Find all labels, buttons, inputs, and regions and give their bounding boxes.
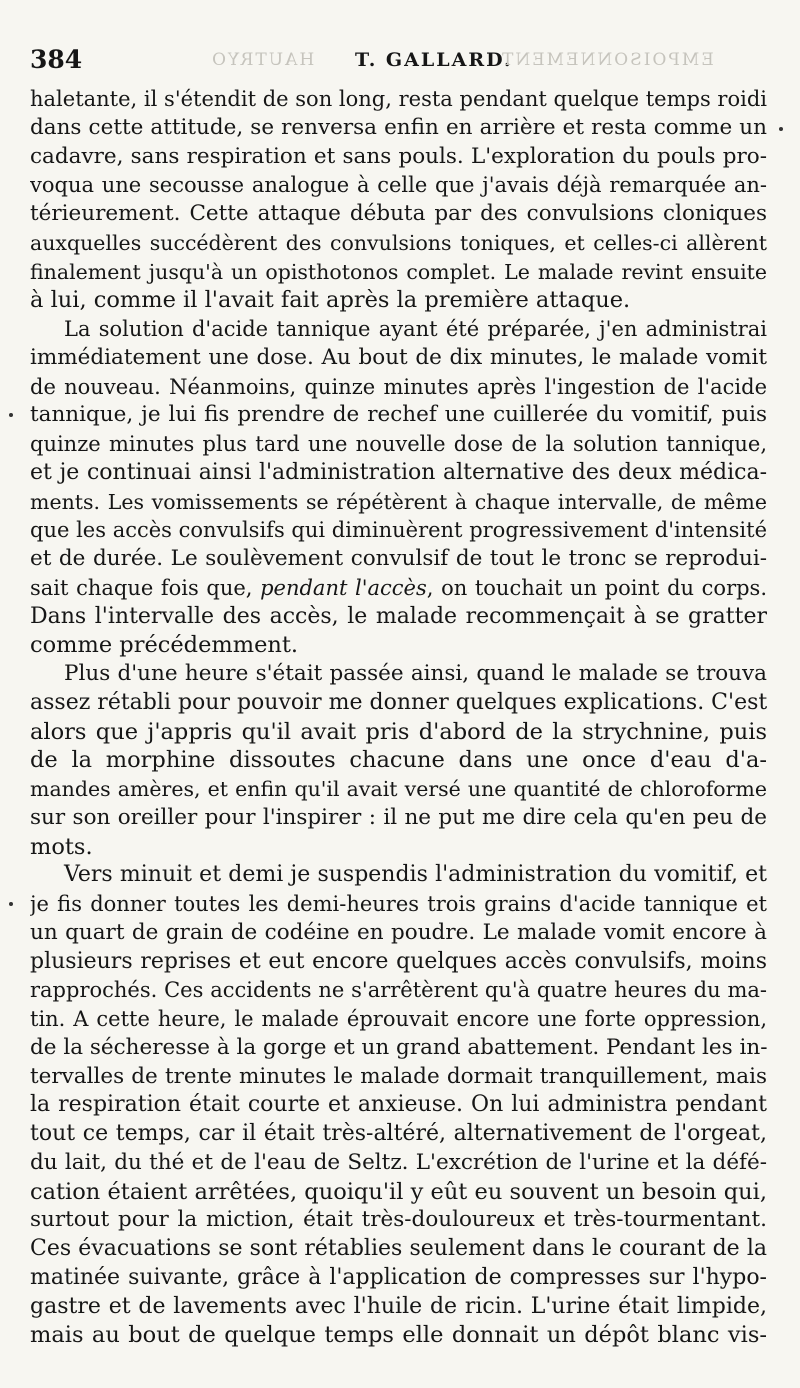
text-line: de la sécheresse à la gorge et un grand abattement. Pendant les in- [30, 1034, 767, 1060]
text-line: quinze minutes plus tard une nouvelle dose de la solution tannique, [30, 432, 767, 456]
italic-phrase: pendant l'accès [260, 575, 427, 600]
text-line: tout ce temps, car il était très-altéré, alternativement de l'orgeat, [30, 1121, 767, 1146]
text-line: et je continuai ainsi l'administration alternative des deux médica- [30, 459, 767, 485]
text-line: que les accès convulsifs qui diminuèrent progressivement d'intensité [30, 518, 767, 543]
ink-speck [779, 127, 783, 131]
paragraph-start-line: Vers minuit et demi je suspendis l'administration du vomitif, et [64, 862, 767, 888]
text-line: tin. A cette heure, le malade éprouvait encore une forte oppression, [30, 1007, 767, 1031]
text-line: Dans l'intervalle des accès, le malade recommençait à se gratter [30, 603, 767, 629]
text-line: plusieurs reprises et eut encore quelques accès convulsifs, moins [30, 948, 767, 974]
text-line: haletante, il s'étendit de son long, resta pendant quelque temps roidi [30, 87, 767, 111]
text-line: de nouveau. Néanmoins, quinze minutes après l'ingestion de l'acide [30, 374, 767, 399]
text-line: et de durée. Le soulèvement convulsif de tout le tronc se reprodui- [30, 546, 767, 571]
text-line: mots. [30, 833, 93, 860]
text-line: assez rétabli pour pouvoir me donner quelques explications. C'est [30, 689, 767, 715]
text-line: tannique, je lui fis prendre de rechef une cuillerée du vomitif, puis [30, 402, 767, 428]
text-line [30, 574, 767, 603]
text-line: Ces évacuations se sont rétablies seulement dans le courant de la [30, 1236, 767, 1261]
text-line: je fis donner toutes les demi-heures trois grains d'acide tannique et [30, 892, 767, 916]
body-text [30, 85, 767, 1350]
text-line: rapprochés. Ces accidents ne s'arrêtèrent qu'à quatre heures du ma- [30, 978, 767, 1003]
text-line: cation étaient arrêtées, quoiqu'il y eût eu souvent un besoin qui, [30, 1178, 767, 1205]
show-through-text: HAUTRYO [210, 50, 315, 70]
text-line: dans cette attitude, se renversa enfin en arrière et resta comme un [30, 114, 767, 140]
show-through-text: EMPOISONNEMENT [500, 50, 714, 70]
text-span: , on touchait un point du corps. [426, 575, 767, 600]
text-line: mandes amères, et enfin qu'il avait versé une quantité de chloroforme [30, 777, 767, 801]
text-line: alors que j'appris qu'il avait pris d'abord de la strychnine, puis [30, 718, 767, 745]
text-line: finalement jusqu'à un opisthotonos complet. Le malade revint ensuite [30, 259, 767, 284]
text-line: la respiration était courte et anxieuse. On lui administra pendant [30, 1092, 767, 1118]
ink-speck [9, 413, 13, 417]
text-line: de la morphine dissoutes chacune dans une once d'eau d'a- [30, 747, 767, 774]
text-line: auxquelles succédèrent des convulsions toniques, et celles-ci allèrent [30, 230, 767, 255]
paragraph-start-line: Plus d'une heure s'était passée ainsi, quand le malade se trouva [64, 661, 767, 686]
text-span: sait chaque fois que, [30, 575, 261, 600]
text-line: un quart de grain de codéine en poudre. Le malade vomit encore à [30, 919, 767, 945]
text-line: matinée suivante, grâce à l'application de compresses sur l'hypo- [30, 1264, 767, 1290]
page-number: 384 [30, 45, 83, 74]
ink-speck [9, 902, 13, 906]
text-line: surtout pour la miction, était très-douloureux et très-tourmentant. [30, 1207, 767, 1233]
text-line: comme précédemment. [30, 632, 299, 659]
text-line: tervalles de trente minutes le malade dormait tranquillement, mais [30, 1063, 767, 1089]
text-line: gastre et de lavements avec l'huile de ricin. L'urine était limpide, [30, 1293, 767, 1319]
text-line: cadavre, sans respiration et sans pouls. L'exploration du pouls pro- [30, 143, 767, 169]
page-header [30, 44, 770, 76]
text-line: mais au bout de quelque temps elle donnait un dépôt blanc vis- [30, 1322, 767, 1349]
text-line: ments. Les vomissements se répétèrent à chaque intervalle, de même [30, 489, 767, 514]
text-line: immédiatement une dose. Au bout de dix minutes, le malade vomit [30, 344, 767, 370]
running-head: T. GALLARD. [355, 49, 513, 71]
text-line: voqua une secousse analogue à celle que j'avais déjà remarquée an- [30, 173, 767, 198]
text-line: térieurement. Cette attaque débuta par des convulsions cloniques [30, 201, 767, 226]
text-line: à lui, comme il l'avait fait après la première attaque. [30, 287, 631, 314]
text-line: sur son oreiller pour l'inspirer : il ne put me dire cela qu'en peu de [30, 804, 767, 830]
text-line: du lait, du thé et de l'eau de Seltz. L'excrétion de l'urine et la défé- [30, 1149, 767, 1175]
paragraph-start-line: La solution d'acide tannique ayant été préparée, j'en administrai [64, 317, 767, 341]
